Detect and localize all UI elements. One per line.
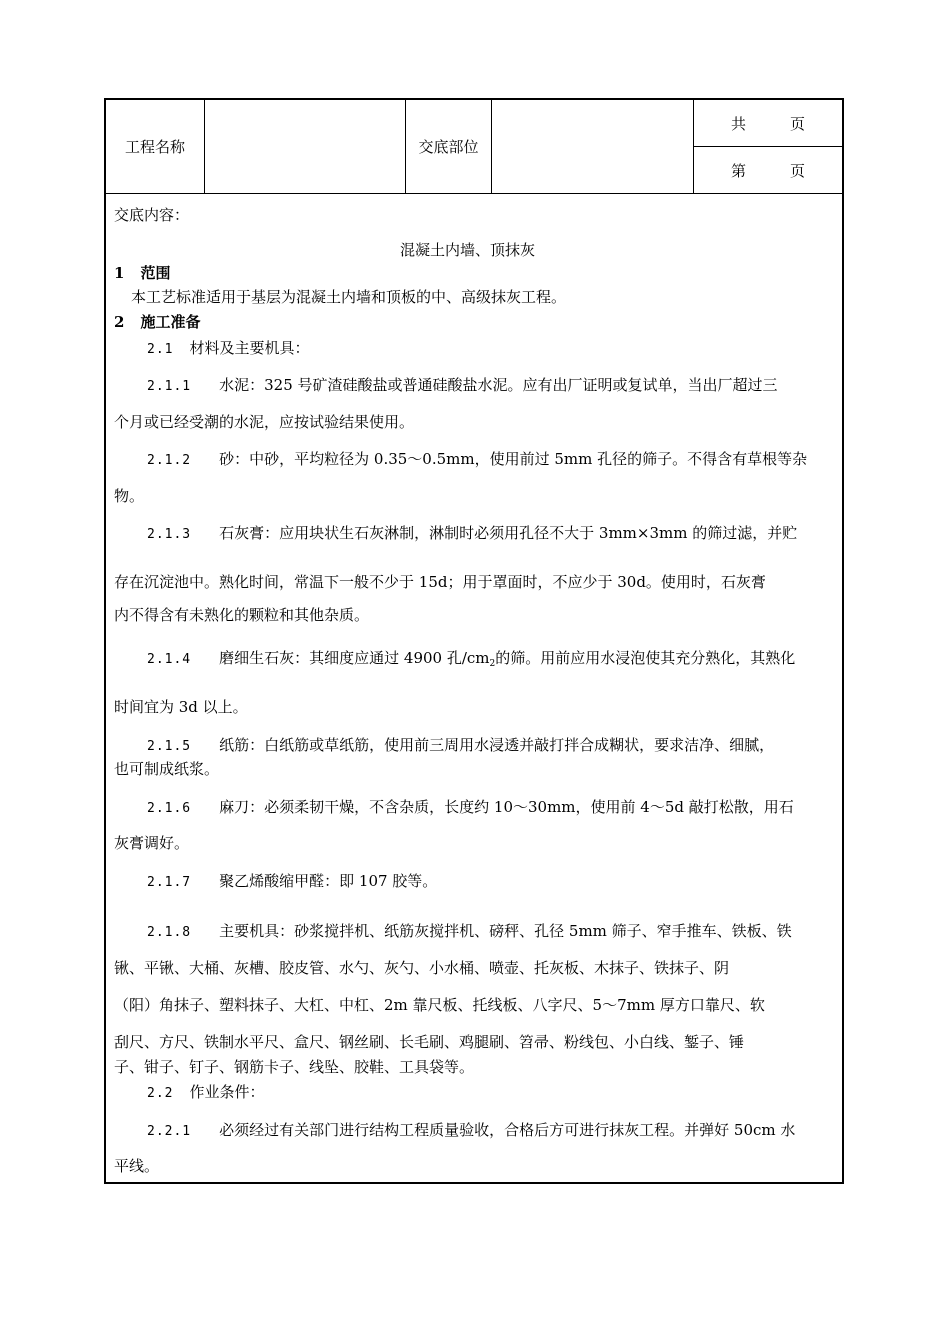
item-2-1-5 (147, 735, 774, 757)
item-text: 必须经过有关部门进行结构工程质量验收，合格后方可进行抹灰工程。并弹好 50cm 水 (219, 1121, 796, 1139)
page-number (694, 147, 842, 193)
disclosure-form (104, 98, 844, 1184)
item-2-1-8-line4: 刮尺、方尺、铁制水平尺、盒尺、钢丝刷、长毛刷、鸡腿刷、笤帚、粉线包、小白线、錾子、锤 (114, 1033, 745, 1051)
section-1-number: 1 (114, 264, 125, 282)
subsection-2-1-title: 材料及主要机具： (189, 339, 310, 357)
subsection-2-2-title: 作业条件： (189, 1083, 265, 1101)
total-pages (694, 100, 842, 146)
item-number: 2.1.6 (147, 801, 192, 816)
item-2-1-8-line3: （阳）角抹子、塑料抹子、大杠、中杠、2m 靠尺板、托线板、八字尺、5～7mm 厚方口靠尺、软 (114, 996, 765, 1014)
item-2-1-2-line2: 物。 (114, 487, 145, 505)
item-2-1-3-line3: 内不得含有未熟化的颗粒和其他杂质。 (114, 606, 370, 624)
item-text: 主要机具：砂浆搅拌机、纸筋灰搅拌机、磅秤、孔径 5mm 筛子、窄手推车、铁板、铁 (219, 922, 792, 940)
item-2-1-2 (147, 449, 807, 471)
item-number: 2.1.8 (147, 925, 192, 940)
content-intro-label: 交底内容： (114, 206, 190, 224)
total-pages-label-b: 页 (790, 114, 806, 133)
total-pages-label-a: 共 (730, 114, 746, 133)
item-2-2-1 (147, 1120, 795, 1142)
item-text: 磨细生石灰：其细度应通过 4900 孔/cm (219, 649, 490, 667)
item-text: 麻刀：必须柔韧干燥，不含杂质，长度约 10～30mm，使用前 4～5d 敲打松散，用石 (219, 798, 794, 816)
item-number: 2.1.5 (147, 739, 192, 754)
item-2-1-4 (147, 648, 795, 674)
location-label: 交底部位 (418, 138, 479, 156)
subsection-2-1 (147, 338, 310, 360)
item-2-1-4-line2: 时间宜为 3d 以上。 (114, 698, 248, 716)
section-1-heading (114, 263, 170, 283)
item-2-2-1-line2: 平线。 (114, 1157, 160, 1175)
project-name-value[interactable] (205, 100, 405, 193)
item-number: 2.1.1 (147, 379, 192, 394)
subscript: 2 (489, 659, 496, 669)
item-number: 2.1.7 (147, 875, 192, 890)
page-no-label-a: 第 (730, 161, 746, 180)
project-name-label: 工程名称 (124, 138, 185, 156)
section-2-number: 2 (114, 313, 125, 331)
item-text: 纸筋：白纸筋或草纸筋，使用前三周用水浸透并敲打拌合成糊状，要求洁净、细腻， (219, 736, 775, 754)
subsection-2-1-number: 2.1 (147, 342, 174, 357)
item-text: 石灰膏：应用块状生石灰淋制，淋制时必须用孔径不大于 3mm×3mm 的筛过滤，并贮 (219, 524, 798, 542)
section-2-title: 施工准备 (140, 313, 201, 331)
section-1-text: 本工艺标准适用于基层为混凝土内墙和顶板的中、高级抹灰工程。 (131, 288, 567, 306)
item-2-1-8-line5: 子、钳子、钉子、钢筋卡子、线坠、胶鞋、工具袋等。 (114, 1058, 475, 1076)
item-text: 水泥：325 号矿渣硅酸盐或普通硅酸盐水泥。应有出厂证明或复试单，当出厂超过三 (219, 376, 778, 394)
item-2-1-6-line2: 灰膏调好。 (114, 834, 190, 852)
item-text: 的筛。用前应用水浸泡使其充分熟化，其熟化 (495, 649, 796, 667)
item-2-1-6 (147, 797, 794, 819)
subsection-2-2 (147, 1082, 265, 1104)
item-2-1-8 (147, 921, 792, 943)
item-2-1-8-line2: 锹、平锹、大桶、灰槽、胶皮管、水勺、灰勺、小水桶、喷壶、托灰板、木抹子、铁抹子、阴 (114, 959, 730, 977)
item-text: 聚乙烯酸缩甲醛：即 107 胶等。 (219, 872, 438, 890)
subsection-2-2-number: 2.2 (147, 1086, 174, 1101)
page-no-label-b: 页 (790, 161, 806, 180)
item-text: 砂：中砂，平均粒径为 0.35～0.5mm，使用前过 5mm 孔径的筛子。不得含有草根等杂 (219, 450, 808, 468)
section-1-title: 范围 (140, 264, 171, 282)
section-2-heading (114, 312, 200, 332)
item-number: 2.1.2 (147, 453, 192, 468)
item-2-1-5-line2: 也可制成纸浆。 (114, 760, 220, 778)
item-number: 2.2.1 (147, 1124, 192, 1139)
item-2-1-3-line2: 存在沉淀池中。熟化时间，常温下一般不少于 15d；用于罩面时，不应少于 30d。使用时，石灰膏 (114, 573, 766, 591)
item-2-1-1-line2: 个月或已经受潮的水泥，应按试验结果使用。 (114, 413, 415, 431)
form-header (106, 100, 842, 194)
item-number: 2.1.4 (147, 652, 192, 667)
location-value[interactable] (492, 100, 693, 193)
item-2-1-1 (147, 375, 778, 397)
document-title: 混凝土内墙、顶抹灰 (400, 241, 536, 259)
item-2-1-7 (147, 871, 437, 893)
item-2-1-3 (147, 523, 797, 545)
item-number: 2.1.3 (147, 527, 192, 542)
